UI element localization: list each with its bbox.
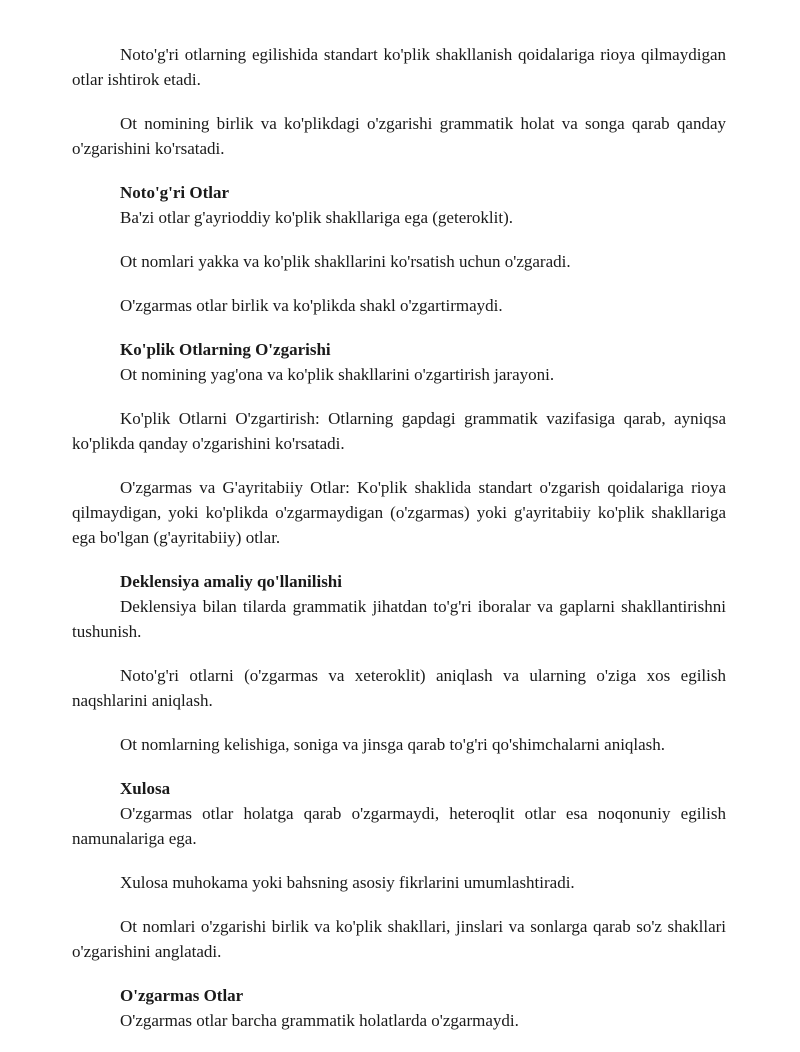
intro-paragraph-2: Ot nomining birlik va ko'plikdagi o'zgarishi grammatik holat va songa qarab qanday o'zgarishini ko'rsatadi. (72, 114, 726, 158)
section-paragraph: Ba'zi otlar g'ayrioddiy ko'plik shakllariga ega (geteroklit). (120, 208, 513, 227)
section-paragraph: O'zgarmas otlar holatga qarab o'zgarmaydi, heteroqlit otlar esa noqonuniy egilish namunalariga ega. (72, 804, 726, 848)
section-heading: Xulosa (120, 779, 171, 798)
section-heading: Deklensiya amaliy qo'llanilishi (120, 572, 342, 591)
section-paragraph: Xulosa muhokama yoki bahsning asosiy fikrlarini umumlashtiradi. (120, 873, 575, 892)
section-ozgarmas-otlar (72, 983, 726, 1033)
section-xulosa (72, 776, 726, 964)
section-heading: Noto'g'ri Otlar (120, 183, 230, 202)
section-heading: O'zgarmas Otlar (120, 986, 244, 1005)
section-notogri-otlar (72, 180, 726, 318)
section-paragraph: Ot nomlarning kelishiga, soniga va jinsga qarab to'g'ri qo'shimchalarni aniqlash. (120, 735, 666, 754)
section-paragraph: Noto'g'ri otlarni (o'zgarmas va xeteroklit) aniqlash va ularning o'ziga xos egilish naqshlarini aniqlash. (72, 666, 726, 710)
section-paragraph: O'zgarmas va G'ayritabiiy Otlar: Ko'plik shaklida standart o'zgarish qoidalariga rioya qilmaydigan, yoki ko'plikda o'zgarmaydigan (o'zgarmas) yoki g'ayritabiiy ko'plik shakllariga ega bo'lgan (g'ayritabiiy) otlar. (72, 478, 726, 547)
section-paragraph: Ko'plik Otlarni O'zgartirish: Otlarning gapdagi grammatik vazifasiga qarab, ayniqsa ko'plikda qanday o'zgarishini ko'rsatadi. (72, 409, 726, 453)
section-paragraph: Ot nomlari yakka va ko'plik shakllarini ko'rsatish uchun o'zgaradi. (120, 252, 571, 271)
section-heading: Ko'plik Otlarning O'zgarishi (120, 340, 331, 359)
intro-paragraph-1: Noto'g'ri otlarning egilishida standart ko'plik shakllanish qoidalariga rioya qilmaydigan otlar ishtirok etadi. (72, 45, 726, 89)
section-deklensiya-amaliy (72, 569, 726, 757)
document-page (72, 42, 726, 1052)
section-paragraph: Ot nomining yag'ona va ko'plik shakllarini o'zgartirish jarayoni. (120, 365, 555, 384)
section-paragraph: Deklensiya bilan tilarda grammatik jihatdan to'g'ri iboralar va gaplarni shakllantirishni tushunish. (72, 597, 726, 641)
section-paragraph: O'zgarmas otlar birlik va ko'plikda shakl o'zgartirmaydi. (120, 296, 503, 315)
section-paragraph: Ot nomlari o'zgarishi birlik va ko'plik shakllari, jinslari va sonlarga qarab so'z shakllari o'zgarishini anglatadi. (72, 917, 726, 961)
section-paragraph: O'zgarmas otlar barcha grammatik holatlarda o'zgarmaydi. (120, 1011, 519, 1030)
section-koplik-otlarning-ozgarishi (72, 337, 726, 550)
